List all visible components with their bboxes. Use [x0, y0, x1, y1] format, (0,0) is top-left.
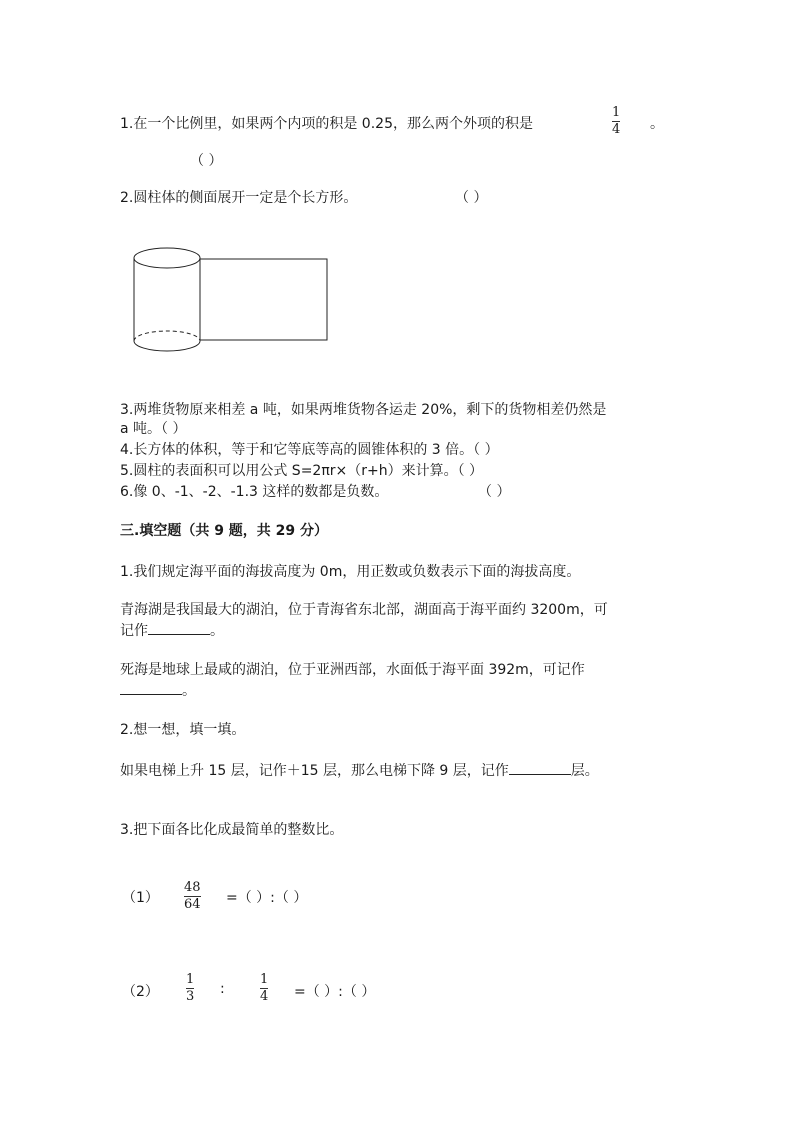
- fraction-numerator: 1: [260, 972, 269, 987]
- fraction-denominator: 4: [612, 122, 621, 137]
- fill-q1-p2-end: 。: [182, 683, 196, 699]
- judge-q1-end: 。: [650, 116, 664, 132]
- fill-q2-end: 层。: [570, 763, 599, 779]
- judge-q1-fraction: [612, 106, 620, 137]
- fill-q1-p1-prefix: 记作: [120, 623, 148, 639]
- fill-q3-item2-fraction-a: [186, 973, 194, 1004]
- judge-q5-text: 5.圆柱的表面积可以用公式 S=2πr×（r+h）来计算。（ ）: [120, 463, 484, 479]
- fill-q1-p2-line2: [120, 680, 196, 700]
- fill-q2-line: [120, 760, 599, 780]
- fill-q1-blank-2[interactable]: [120, 680, 182, 695]
- fill-q1-p1-line2: [120, 620, 224, 640]
- cylinder-bottom-back-arc: [134, 331, 200, 341]
- fraction-numerator: 48: [184, 880, 201, 895]
- judge-q6-text: 6.像 0、-1、-2、-1.3 这样的数都是负数。: [120, 484, 389, 500]
- section-3-title: 三.填空题（共 9 题，共 29 分）: [120, 523, 329, 539]
- fraction-denominator: 3: [186, 989, 195, 1004]
- fill-q3-item2-label: （2）: [122, 984, 159, 1000]
- judge-q4-text: 4.长方体的体积，等于和它等底等高的圆锥体积的 3 倍。（ ）: [120, 442, 499, 458]
- fill-q2-blank[interactable]: [509, 760, 571, 775]
- judge-q3-line1: 3.两堆货物原来相差 a 吨，如果两堆货物各运走 20%，剩下的货物相差仍然是: [120, 402, 607, 418]
- fill-q1-p2-line1: 死海是地球上最咸的湖泊，位于亚洲西部，水面低于海平面 392m，可记作: [120, 662, 585, 678]
- judge-q1-answer-paren[interactable]: （ ）: [190, 153, 223, 169]
- fraction-numerator: 1: [612, 105, 621, 120]
- fill-q1-blank-1[interactable]: [148, 620, 210, 635]
- fill-q3-item1-fraction: [184, 881, 201, 912]
- fill-q3-item2-answer[interactable]: =（ ）:（ ）: [294, 984, 376, 1000]
- fill-q1-p1-line1: 青海湖是我国最大的湖泊，位于青海省东北部，湖面高于海平面约 3200m，可: [120, 602, 608, 618]
- fill-q2-text: 如果电梯上升 15 层，记作＋15 层，那么电梯下降 9 层，记作: [120, 763, 509, 779]
- judge-q1-text: 1.在一个比例里，如果两个内项的积是 0.25，那么两个外项的积是: [120, 116, 533, 132]
- fill-q3-item1-label: （1）: [122, 890, 159, 906]
- fraction-denominator: 4: [260, 989, 269, 1004]
- cylinder-top-ellipse: [134, 248, 200, 268]
- fill-q1-intro: 1.我们规定海平面的海拔高度为 0m，用正数或负数表示下面的海拔高度。: [120, 564, 581, 580]
- fraction-denominator: 64: [184, 897, 201, 912]
- unrolled-rectangle: [200, 259, 327, 340]
- judge-q2-answer-paren[interactable]: （ ）: [455, 190, 488, 206]
- cylinder-bottom-front-arc: [134, 341, 200, 351]
- judge-q3-line2: a 吨。（ ）: [120, 421, 187, 437]
- fill-q3-item2-colon: :: [220, 981, 225, 997]
- fraction-numerator: 1: [186, 972, 195, 987]
- cylinder-unfold-figure: [132, 246, 332, 356]
- fill-q1-p1-end: 。: [210, 623, 224, 639]
- judge-q2-text: 2.圆柱体的侧面展开一定是个长方形。: [120, 190, 358, 206]
- fill-q3-item1-answer[interactable]: =（ ）:（ ）: [226, 890, 308, 906]
- fill-q3-item2-fraction-b: [260, 973, 268, 1004]
- fill-q3-intro: 3.把下面各比化成最简单的整数比。: [120, 822, 344, 838]
- fill-q2-intro: 2.想一想，填一填。: [120, 722, 246, 738]
- judge-q6-answer-paren[interactable]: （ ）: [478, 484, 511, 500]
